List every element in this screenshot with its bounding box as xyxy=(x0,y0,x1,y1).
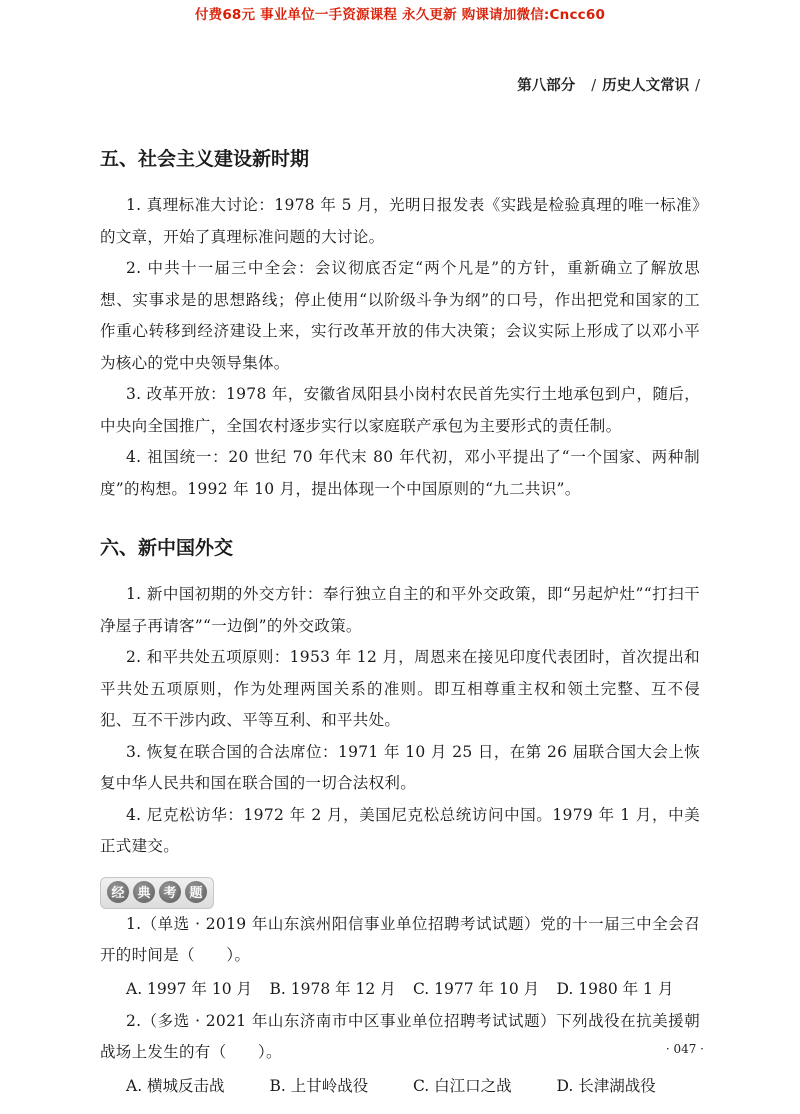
classic-exam-badge xyxy=(100,877,214,909)
page-number: · 047 · xyxy=(665,1042,704,1056)
option-a: A. 横城反击战 xyxy=(126,1076,225,1095)
question-stem-1: 1.（单选 · 2019 年山东滨州阳信事业单位招聘考试试题）党的十一届三中全会召开的时间是（ ）。 xyxy=(100,914,700,964)
header-title: 历史人文常识 xyxy=(602,77,690,94)
question-stem-2: 2.（多选 · 2021 年山东济南市中区事业单位招聘考试试题）下列战役在抗美援朝战场上发生的有（ ）。 xyxy=(100,1011,700,1061)
page-content xyxy=(100,142,700,1103)
option-d: D. 1980 年 1 月 xyxy=(556,979,674,998)
paragraph: 3. 恢复在联合国的合法席位：1971 年 10 月 25 日，在第 26 届联合国大会上恢复中华人民共和国在联合国的一切合法权利。 xyxy=(100,742,700,792)
promo-banner: 付费68元 事业单位一手资源课程 永久更新 购课请加微信:Cncc60 xyxy=(194,7,606,23)
paragraph: 4. 尼克松访华：1972 年 2 月，美国尼克松总统访问中国。1979 年 1 月，中美正式建交。 xyxy=(100,805,700,855)
paragraph: 3. 改革开放：1978 年，安徽省凤阳县小岗村农民首先实行土地承包到户，随后，中央向全国推广，全国农村逐步实行以家庭联产承包为主要形式的责任制。 xyxy=(100,385,700,435)
option-c: C. 白江口之战 xyxy=(413,1076,512,1095)
section-title-6: 六、新中国外交 xyxy=(100,537,234,559)
badge-char: 经 xyxy=(107,881,129,903)
header-slash-end: / xyxy=(695,78,700,94)
classic-exam-badge-row xyxy=(100,877,700,909)
paragraph: 2. 中共十一届三中全会：会议彻底否定“两个凡是”的方针，重新确立了解放思想、实事求是的思想路线；停止使用“以阶级斗争为纲”的口号，作出把党和国家的工作重心转移到经济建设上来，实行改革开放的伟大决策；会议实际上形成了以邓小平为核心的党中央领导集体。 xyxy=(100,259,700,372)
badge-char: 典 xyxy=(133,881,155,903)
option-d: D. 长津湖战役 xyxy=(556,1076,656,1095)
section-title-5: 五、社会主义建设新时期 xyxy=(100,148,310,170)
option-b: B. 1978 年 12 月 xyxy=(269,979,396,998)
paragraph: 1. 真理标准大讨论：1978 年 5 月，光明日报发表《实践是检验真理的唯一标准》的文章，开始了真理标准问题的大讨论。 xyxy=(100,196,700,246)
running-header xyxy=(517,74,700,95)
paragraph: 1. 新中国初期的外交方针：奉行独立自主的和平外交政策，即“另起炉灶”“打扫干净屋子再请客”“一边倒”的外交政策。 xyxy=(100,585,700,635)
option-c: C. 1977 年 10 月 xyxy=(413,979,540,998)
question-options-2 xyxy=(100,1069,700,1103)
header-slash: / xyxy=(591,78,597,94)
option-b: B. 上甘岭战役 xyxy=(269,1076,369,1095)
header-part: 第八部分 xyxy=(517,77,576,94)
paragraph: 4. 祖国统一：20 世纪 70 年代末 80 年代初，邓小平提出了“一个国家、两种制度”的构想。1992 年 10 月，提出体现一个中国原则的“九二共识”。 xyxy=(100,448,700,498)
badge-char: 考 xyxy=(159,881,181,903)
badge-char: 题 xyxy=(185,881,207,903)
option-a: A. 1997 年 10 月 xyxy=(126,979,252,998)
question-options-1 xyxy=(100,972,700,1006)
paragraph: 2. 和平共处五项原则：1953 年 12 月，周恩来在接见印度代表团时，首次提出和平共处五项原则，作为处理两国关系的准则。即互相尊重主权和领土完整、互不侵犯、互不干涉内政、平等互利、和平共处。 xyxy=(100,648,700,729)
